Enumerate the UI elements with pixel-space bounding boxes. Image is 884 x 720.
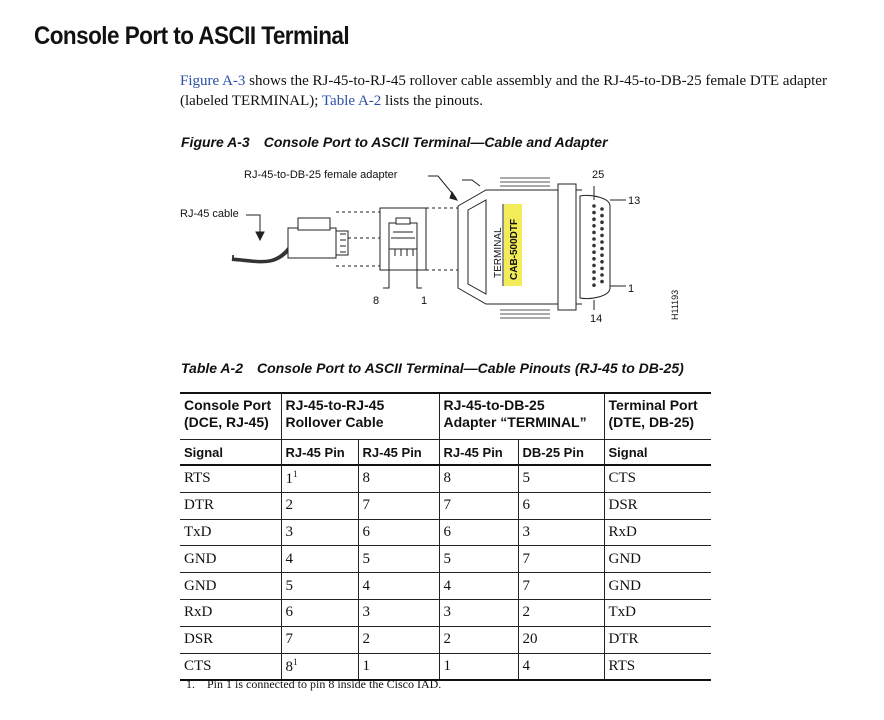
label-pin8: 8 xyxy=(373,295,380,307)
footnote-number: 1. xyxy=(186,677,195,691)
table-number: Table A-2 xyxy=(181,360,243,376)
table-cell: DTR xyxy=(180,492,281,519)
db25-pin xyxy=(600,207,604,211)
db25-pin xyxy=(592,217,596,221)
label-pin1: 1 xyxy=(421,295,428,307)
table-cell: 4 xyxy=(439,573,518,600)
subheader-cell: Signal xyxy=(180,440,281,466)
table-cell: RTS xyxy=(604,653,711,680)
table-subheader-row xyxy=(180,440,711,466)
label-part-number: CAB-500DTF xyxy=(509,218,520,280)
table-cell: 5 xyxy=(281,573,358,600)
figure-number: Figure A-3 xyxy=(181,134,250,150)
table-cell: 5 xyxy=(439,546,518,573)
page-title: Console Port to ASCII Terminal xyxy=(34,22,350,50)
table-title: Console Port to ASCII Terminal—Cable Pinouts (RJ-45 to DB-25) xyxy=(256,360,684,376)
label-cable: RJ-45 cable xyxy=(180,208,239,220)
db25-pin xyxy=(600,240,604,244)
table-cell: 6 xyxy=(518,492,604,519)
header-adapter: RJ-45-to-DB-25 Adapter “TERMINAL” xyxy=(439,393,604,440)
table-cell: GND xyxy=(180,573,281,600)
db25-pin xyxy=(592,237,596,241)
figure-link[interactable]: Figure A-3 xyxy=(180,73,246,89)
table-cell: 2 xyxy=(281,492,358,519)
subheader-cell: DB-25 Pin xyxy=(518,440,604,466)
db25-pin xyxy=(600,253,604,257)
header-console-port: Console Port (DCE, RJ-45) xyxy=(180,393,281,440)
table-cell: RxD xyxy=(604,519,711,546)
figure-title: Console Port to ASCII Terminal—Cable and Adapter xyxy=(263,134,608,150)
label-db13: 13 xyxy=(628,195,641,207)
label-terminal: TERMINAL xyxy=(493,227,504,278)
table-cell: 4 xyxy=(358,573,439,600)
header-terminal-port: Terminal Port (DTE, DB-25) xyxy=(604,393,711,440)
footnote-mark: 1 xyxy=(293,469,298,480)
table-row xyxy=(180,492,711,519)
table-cell: 6 xyxy=(358,519,439,546)
table-cell: GND xyxy=(180,546,281,573)
table-cell: CTS xyxy=(180,653,281,680)
table-cell: 1 xyxy=(439,653,518,680)
label-db1: 1 xyxy=(628,283,635,295)
table-cell: DTR xyxy=(604,626,711,653)
table-cell: $1^1$ xyxy=(281,465,358,492)
table-caption xyxy=(181,360,684,376)
table-cell: 7 xyxy=(439,492,518,519)
pinout-table xyxy=(180,392,711,681)
table-row xyxy=(180,626,711,653)
table-cell: 6 xyxy=(439,519,518,546)
figure-id: H11193 xyxy=(670,289,680,320)
subheader-cell: RJ-45 Pin xyxy=(281,440,358,466)
table-cell: GND xyxy=(604,546,711,573)
table-cell: 3 xyxy=(439,599,518,626)
db25-pin xyxy=(592,244,596,248)
db25-pin xyxy=(592,211,596,215)
table-cell: 7 xyxy=(358,492,439,519)
db25-pin xyxy=(592,204,596,208)
table-cell: RTS xyxy=(180,465,281,492)
db25-pin xyxy=(592,283,596,287)
table-cell: RxD xyxy=(180,599,281,626)
table-cell: CTS xyxy=(604,465,711,492)
table-cell: 20 xyxy=(518,626,604,653)
db25-pin xyxy=(592,250,596,254)
rj45-jack xyxy=(380,208,426,288)
table-cell: 2 xyxy=(439,626,518,653)
db25-pin xyxy=(600,280,604,284)
db25-pin xyxy=(600,227,604,231)
intro-text-1: shows the RJ-45-to-RJ-45 rollover cable assembly and the RJ-45-to-DB-25 female DTE adapter (labeled TERMINAL); xyxy=(180,73,827,109)
table-link[interactable]: Table A-2 xyxy=(321,93,382,109)
table-header-row xyxy=(180,393,711,440)
table-row xyxy=(180,573,711,600)
table-row xyxy=(180,599,711,626)
header-rollover-cable: RJ-45-to-RJ-45 Rollover Cable xyxy=(281,393,439,440)
subheader-cell: Signal xyxy=(604,440,711,466)
db25-pin xyxy=(592,264,596,268)
table-cell: 5 xyxy=(358,546,439,573)
table-cell: DSR xyxy=(604,492,711,519)
table-cell: DSR xyxy=(180,626,281,653)
subheader-cell: RJ-45 Pin xyxy=(358,440,439,466)
table-cell: 4 xyxy=(281,546,358,573)
label-db14: 14 xyxy=(590,313,603,325)
footnote-mark: 1 xyxy=(293,656,298,667)
db25-pin xyxy=(600,220,604,224)
label-adapter: RJ-45-to-DB-25 female adapter xyxy=(244,169,398,181)
intro-paragraph xyxy=(180,71,860,111)
db25-pin xyxy=(600,247,604,251)
table-cell: 2 xyxy=(518,599,604,626)
figure-caption xyxy=(181,134,608,150)
table-cell: 5 xyxy=(518,465,604,492)
table-row xyxy=(180,465,711,492)
table-cell: $8^1$ xyxy=(281,653,358,680)
table-cell: 8 xyxy=(439,465,518,492)
db25-pin xyxy=(600,267,604,271)
db25-pin xyxy=(592,231,596,235)
table-cell: 8 xyxy=(358,465,439,492)
table-cell: 3 xyxy=(358,599,439,626)
table-cell: 3 xyxy=(281,519,358,546)
table-cell: TxD xyxy=(180,519,281,546)
db25-pin xyxy=(600,214,604,218)
db25-pin xyxy=(600,273,604,277)
subheader-cell: RJ-45 Pin xyxy=(439,440,518,466)
table-cell: 2 xyxy=(358,626,439,653)
table-cell: 1 xyxy=(358,653,439,680)
table-cell: 4 xyxy=(518,653,604,680)
table-cell: 7 xyxy=(518,573,604,600)
cable-diagram xyxy=(170,160,710,330)
label-db25: 25 xyxy=(592,169,605,181)
db25-pin xyxy=(592,257,596,261)
table-cell: GND xyxy=(604,573,711,600)
table-cell: 7 xyxy=(281,626,358,653)
rj45-plug xyxy=(288,218,348,258)
table-row xyxy=(180,519,711,546)
db25-pin xyxy=(592,277,596,281)
table-row xyxy=(180,546,711,573)
db25-pin xyxy=(592,270,596,274)
table-cell: 7 xyxy=(518,546,604,573)
table-cell: 3 xyxy=(518,519,604,546)
table-cell: TxD xyxy=(604,599,711,626)
intro-text-2: lists the pinouts. xyxy=(381,93,483,109)
db25-pin xyxy=(600,260,604,264)
db25-pin xyxy=(600,234,604,238)
footnote xyxy=(186,677,441,692)
footnote-text: Pin 1 is connected to pin 8 inside the Cisco IAD. xyxy=(207,677,442,691)
table-cell: 6 xyxy=(281,599,358,626)
db25-pin xyxy=(592,224,596,228)
